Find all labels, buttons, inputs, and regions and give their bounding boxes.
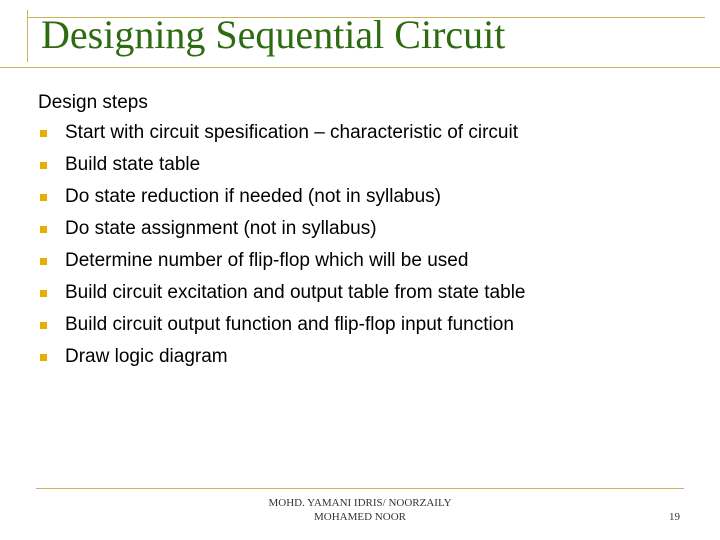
square-bullet-icon (40, 290, 47, 297)
list-item (38, 313, 525, 345)
square-bullet-icon (40, 322, 47, 329)
list-item-text: Build circuit output function and flip-flop input function (65, 314, 514, 335)
list-item-text: Build state table (65, 154, 201, 175)
page-number: 19 (669, 511, 680, 523)
footer-authors (210, 496, 510, 524)
list-item-text: Build circuit excitation and output table from state table (65, 282, 526, 303)
square-bullet-icon (40, 194, 47, 201)
list-item-text: Draw logic diagram (65, 346, 228, 367)
list-item-text: Start with circuit spesification – characteristic of circuit (65, 122, 518, 143)
list-item-text: Do state reduction if needed (not in syllabus) (65, 186, 441, 207)
design-steps-heading: Design steps (38, 92, 148, 113)
title-divider (0, 67, 720, 68)
slide-title: Designing Sequential Circuit (41, 12, 506, 57)
list-item (38, 345, 525, 377)
square-bullet-icon (40, 162, 47, 169)
list-item (38, 217, 525, 249)
square-bullet-icon (40, 130, 47, 137)
list-item (38, 153, 525, 185)
square-bullet-icon (40, 226, 47, 233)
list-item (38, 185, 525, 217)
footer-authors-line: MOHAMED NOOR (314, 511, 406, 523)
design-steps-list (38, 121, 525, 377)
list-item (38, 249, 525, 281)
footer-divider (36, 488, 684, 489)
list-item (38, 281, 525, 313)
footer-authors-line: MOHD. YAMANI IDRIS/ NOORZAILY (268, 497, 452, 509)
list-item (38, 121, 525, 153)
square-bullet-icon (40, 258, 47, 265)
list-item-text: Determine number of flip-flop which will be used (65, 250, 469, 271)
square-bullet-icon (40, 354, 47, 361)
list-item-text: Do state assignment (not in syllabus) (65, 218, 377, 239)
